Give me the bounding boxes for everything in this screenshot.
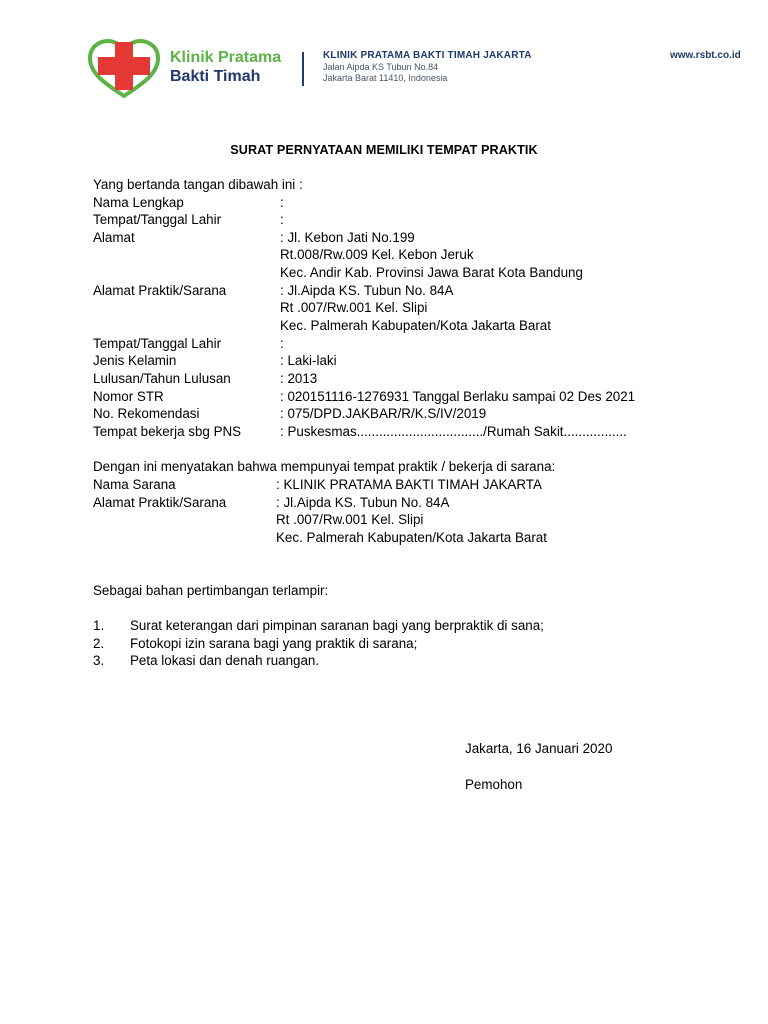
field-value: : bbox=[280, 212, 284, 227]
list-item: Surat keterangan dari pimpinan saranan bagi yang berpraktik di sana; bbox=[130, 618, 544, 633]
field-value: : bbox=[280, 195, 284, 210]
facility-label: Alamat Praktik/Sarana bbox=[93, 495, 227, 510]
logo-subtitle: Bakti Timah bbox=[170, 68, 261, 85]
document-title: SURAT PERNYATAAN MEMILIKI TEMPAT PRAKTIK bbox=[230, 143, 538, 157]
letterhead-divider bbox=[302, 52, 304, 86]
field-value: : Laki-laki bbox=[280, 353, 337, 368]
field-value: : Jl. Kebon Jati No.199 bbox=[280, 230, 415, 245]
facility-value: : Jl.Aipda KS. Tubun No. 84A bbox=[276, 495, 450, 510]
list-item-number: 2. bbox=[93, 636, 105, 651]
clinic-logo-icon bbox=[84, 38, 164, 102]
field-label: Lulusan/Tahun Lulusan bbox=[93, 371, 231, 386]
list-item-number: 3. bbox=[93, 653, 105, 668]
field-label: Tempat bekerja sbg PNS bbox=[93, 424, 242, 439]
facility-label: Nama Sarana bbox=[93, 477, 176, 492]
field-value: : Jl.Aipda KS. Tubun No. 84A bbox=[280, 283, 454, 298]
list-item: Fotokopi izin sarana bagi yang praktik di sarana; bbox=[130, 636, 418, 651]
clinic-address-line2: Jakarta Barat 11410, Indonesia bbox=[323, 73, 448, 83]
field-label: Nama Lengkap bbox=[93, 195, 184, 210]
field-value: : 075/DPD.JAKBAR/R/K.S/IV/2019 bbox=[280, 406, 487, 421]
field-label: Tempat/Tanggal Lahir bbox=[93, 212, 222, 227]
field-value: Rt.008/Rw.009 Kel. Kebon Jeruk bbox=[280, 247, 474, 262]
field-label: Alamat bbox=[93, 230, 135, 245]
list-item-number: 1. bbox=[93, 618, 105, 633]
field-value: : bbox=[280, 336, 284, 351]
signature-role: Pemohon bbox=[465, 777, 523, 792]
field-label: Tempat/Tanggal Lahir bbox=[93, 336, 222, 351]
field-value: Kec. Andir Kab. Provinsi Jawa Barat Kota Bandung bbox=[280, 265, 583, 280]
field-value: : 2013 bbox=[280, 371, 318, 386]
intro-text: Yang bertanda tangan dibawah ini : bbox=[93, 177, 303, 192]
logo-title: Klinik Pratama bbox=[170, 49, 282, 66]
facility-value: : KLINIK PRATAMA BAKTI TIMAH JAKARTA bbox=[276, 477, 542, 492]
field-label: Nomor STR bbox=[93, 389, 164, 404]
clinic-address-line1: Jalan Aipda KS Tubun No.84 bbox=[323, 62, 439, 72]
signature-place-date: Jakarta, 16 Januari 2020 bbox=[465, 741, 613, 756]
statement-text: Dengan ini menyatakan bahwa mempunyai tempat praktik / bekerja di sarana: bbox=[93, 459, 556, 474]
clinic-name: KLINIK PRATAMA BAKTI TIMAH JAKARTA bbox=[323, 50, 532, 61]
facility-value: Kec. Palmerah Kabupaten/Kota Jakarta Barat bbox=[276, 530, 547, 545]
list-item: Peta lokasi dan denah ruangan. bbox=[130, 653, 320, 668]
attachments-intro: Sebagai bahan pertimbangan terlampir: bbox=[93, 583, 329, 598]
field-value: Rt .007/Rw.001 Kel. Slipi bbox=[280, 300, 428, 315]
field-value: : 020151116-1276931 Tanggal Berlaku sampai 02 Des 2021 bbox=[280, 389, 636, 404]
field-label: Jenis Kelamin bbox=[93, 353, 177, 368]
field-label: No. Rekomendasi bbox=[93, 406, 200, 421]
website-link[interactable]: www.rsbt.co.id bbox=[670, 50, 741, 61]
field-value: : Puskesmas................................../Rumah Sakit................. bbox=[280, 424, 627, 439]
facility-value: Rt .007/Rw.001 Kel. Slipi bbox=[276, 512, 424, 527]
field-value: Kec. Palmerah Kabupaten/Kota Jakarta Barat bbox=[280, 318, 551, 333]
field-label: Alamat Praktik/Sarana bbox=[93, 283, 227, 298]
